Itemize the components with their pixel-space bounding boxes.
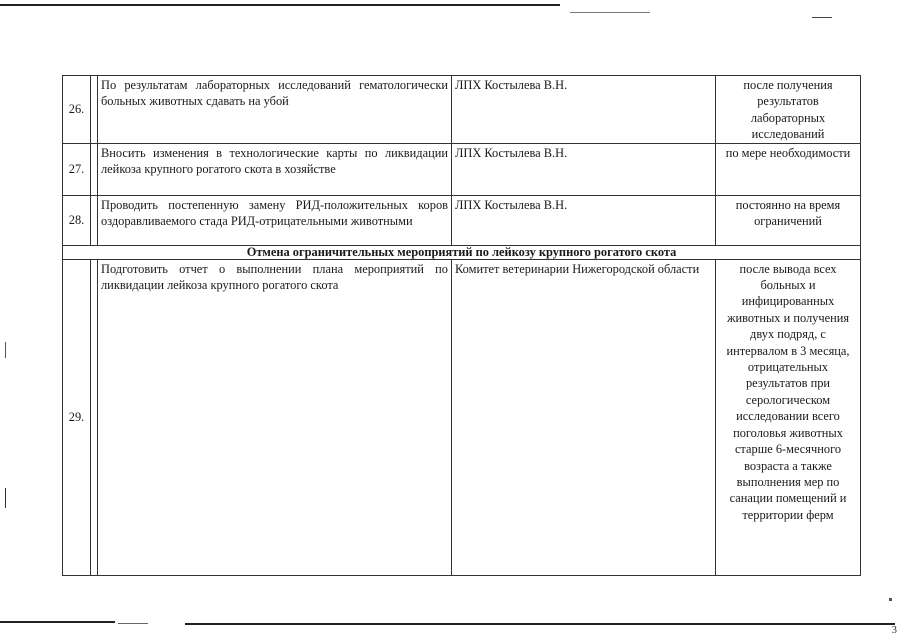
top-right-dash xyxy=(812,17,832,18)
table-row xyxy=(63,259,861,575)
responsible-cell: Комитет ветеринарии Нижегородской области xyxy=(452,259,716,575)
top-scan-line xyxy=(0,4,560,6)
right-margin-dot xyxy=(889,598,892,601)
section-title: Отмена ограничительных мероприятий по лейкозу крупного рогатого скота xyxy=(63,245,861,259)
term-cell: постоянно на время ограничений xyxy=(716,195,861,245)
term-cell: после вывода всех больных и инфицированных животных и получения двух подряд, с интервалом в 3 месяца, отрицательных результатов при серологическом исследовании всего поголовья животных старше 6-месячного возраста а также выполнения мер по санации помещений и территории ферм xyxy=(716,259,861,575)
table-row xyxy=(63,195,861,245)
spacer-cell xyxy=(91,143,98,195)
left-margin-mark xyxy=(5,342,6,358)
bottom-scan-line-2 xyxy=(118,623,148,624)
spacer-cell xyxy=(91,76,98,144)
section-header-row xyxy=(63,245,861,259)
row-number: 29. xyxy=(63,259,91,575)
task-cell: По результатам лабораторных исследований гематологически больных животных сдавать на убой xyxy=(98,76,452,144)
row-number: 26. xyxy=(63,76,91,144)
measures-table xyxy=(62,75,861,576)
term-cell: после получения результатов лабораторных исследований xyxy=(716,76,861,144)
top-scan-line-dash xyxy=(570,12,650,13)
left-margin-mark-2 xyxy=(5,488,6,508)
spacer-cell xyxy=(91,195,98,245)
table-row xyxy=(63,143,861,195)
task-cell: Подготовить отчет о выполнении плана мероприятий по ликвидации лейкоза крупного рогатого скота xyxy=(98,259,452,575)
term-cell: по мере необходимости xyxy=(716,143,861,195)
responsible-cell: ЛПХ Костылева В.Н. xyxy=(452,143,716,195)
page-number: 3 xyxy=(891,624,897,636)
table-row xyxy=(63,76,861,144)
responsible-cell: ЛПХ Костылева В.Н. xyxy=(452,76,716,144)
task-cell: Вносить изменения в технологические карты по ликвидации лейкоза крупного рогатого скота в хозяйстве xyxy=(98,143,452,195)
task-cell: Проводить постепенную замену РИД-положительных коров оздоравливаемого стада РИД-отрицательными животными xyxy=(98,195,452,245)
bottom-scan-line-3 xyxy=(185,623,895,625)
spacer-cell xyxy=(91,259,98,575)
row-number: 27. xyxy=(63,143,91,195)
responsible-cell: ЛПХ Костылева В.Н. xyxy=(452,195,716,245)
row-number: 28. xyxy=(63,195,91,245)
bottom-scan-line xyxy=(0,621,115,623)
